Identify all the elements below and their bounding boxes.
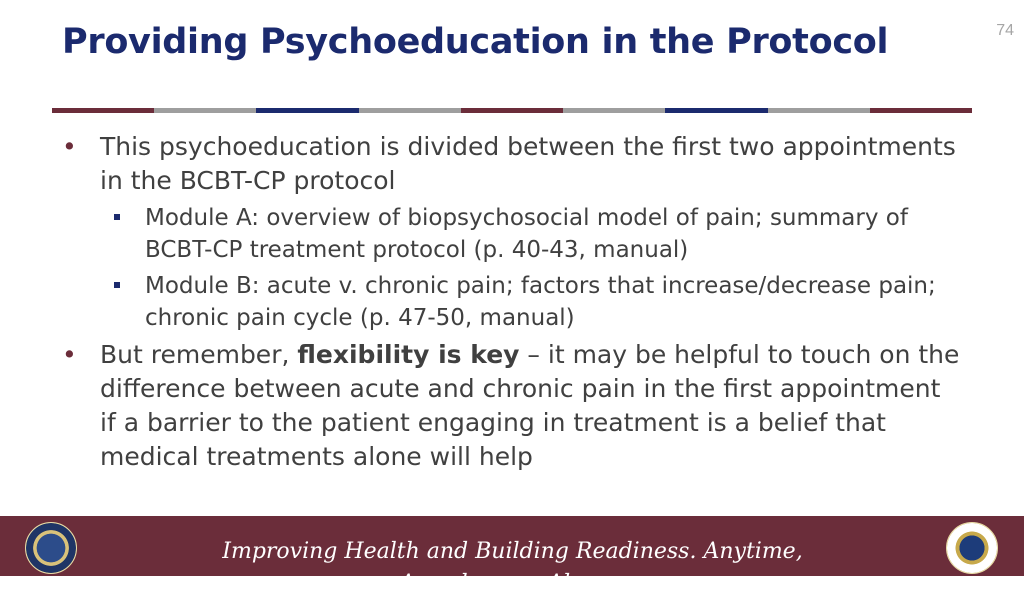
divider-segment	[870, 108, 972, 113]
bullet-text-post: – it may be helpful to touch on the difference between acute and chronic pain in the first appointment if a barrier to the patient engaging in treatment is a belief that medical treatments alone will help	[100, 340, 960, 471]
divider-segment	[665, 108, 767, 113]
sub-bullet-text: Module B: acute v. chronic pain; factors that increase/decrease pain; chronic pain cycle (p. 47-50, manual)	[145, 273, 936, 331]
bullet-item	[62, 338, 962, 474]
slide-content	[62, 130, 962, 476]
bullet-text: This psychoeducation is divided between the first two appointments in the BCBT-CP protocol	[100, 132, 956, 195]
bullet-item	[62, 130, 962, 198]
sub-bullet-item	[62, 270, 962, 334]
divider-segment	[52, 108, 154, 113]
sub-bullet-text: Module A: overview of biopsychosocial model of pain; summary of BCBT-CP treatment protocol (p. 40-43, manual)	[145, 205, 908, 263]
divider-segment	[256, 108, 358, 113]
dha-seal-icon	[946, 522, 998, 574]
bullet-text-bold: flexibility is key	[297, 340, 520, 369]
divider-segment	[563, 108, 665, 113]
divider-segment	[359, 108, 461, 113]
divider-segment	[461, 108, 563, 113]
footer-tagline: Improving Health and Building Readiness. Anytime, Anywhere — Always	[222, 539, 803, 596]
bullet-text-pre: But remember,	[100, 340, 298, 369]
bullet-dot-icon: •	[62, 132, 77, 161]
square-bullet-icon	[114, 214, 120, 220]
slide-title: Providing Psychoeducation in the Protocol	[62, 22, 889, 62]
divider-segment	[768, 108, 870, 113]
title-divider	[52, 108, 972, 113]
square-bullet-icon	[114, 282, 120, 288]
sub-bullet-item	[62, 202, 962, 266]
divider-segment	[154, 108, 256, 113]
bullet-dot-icon: •	[62, 340, 77, 369]
footer-bar	[0, 516, 1024, 596]
page-number: 74	[996, 22, 1014, 39]
dod-seal-icon	[25, 522, 77, 574]
